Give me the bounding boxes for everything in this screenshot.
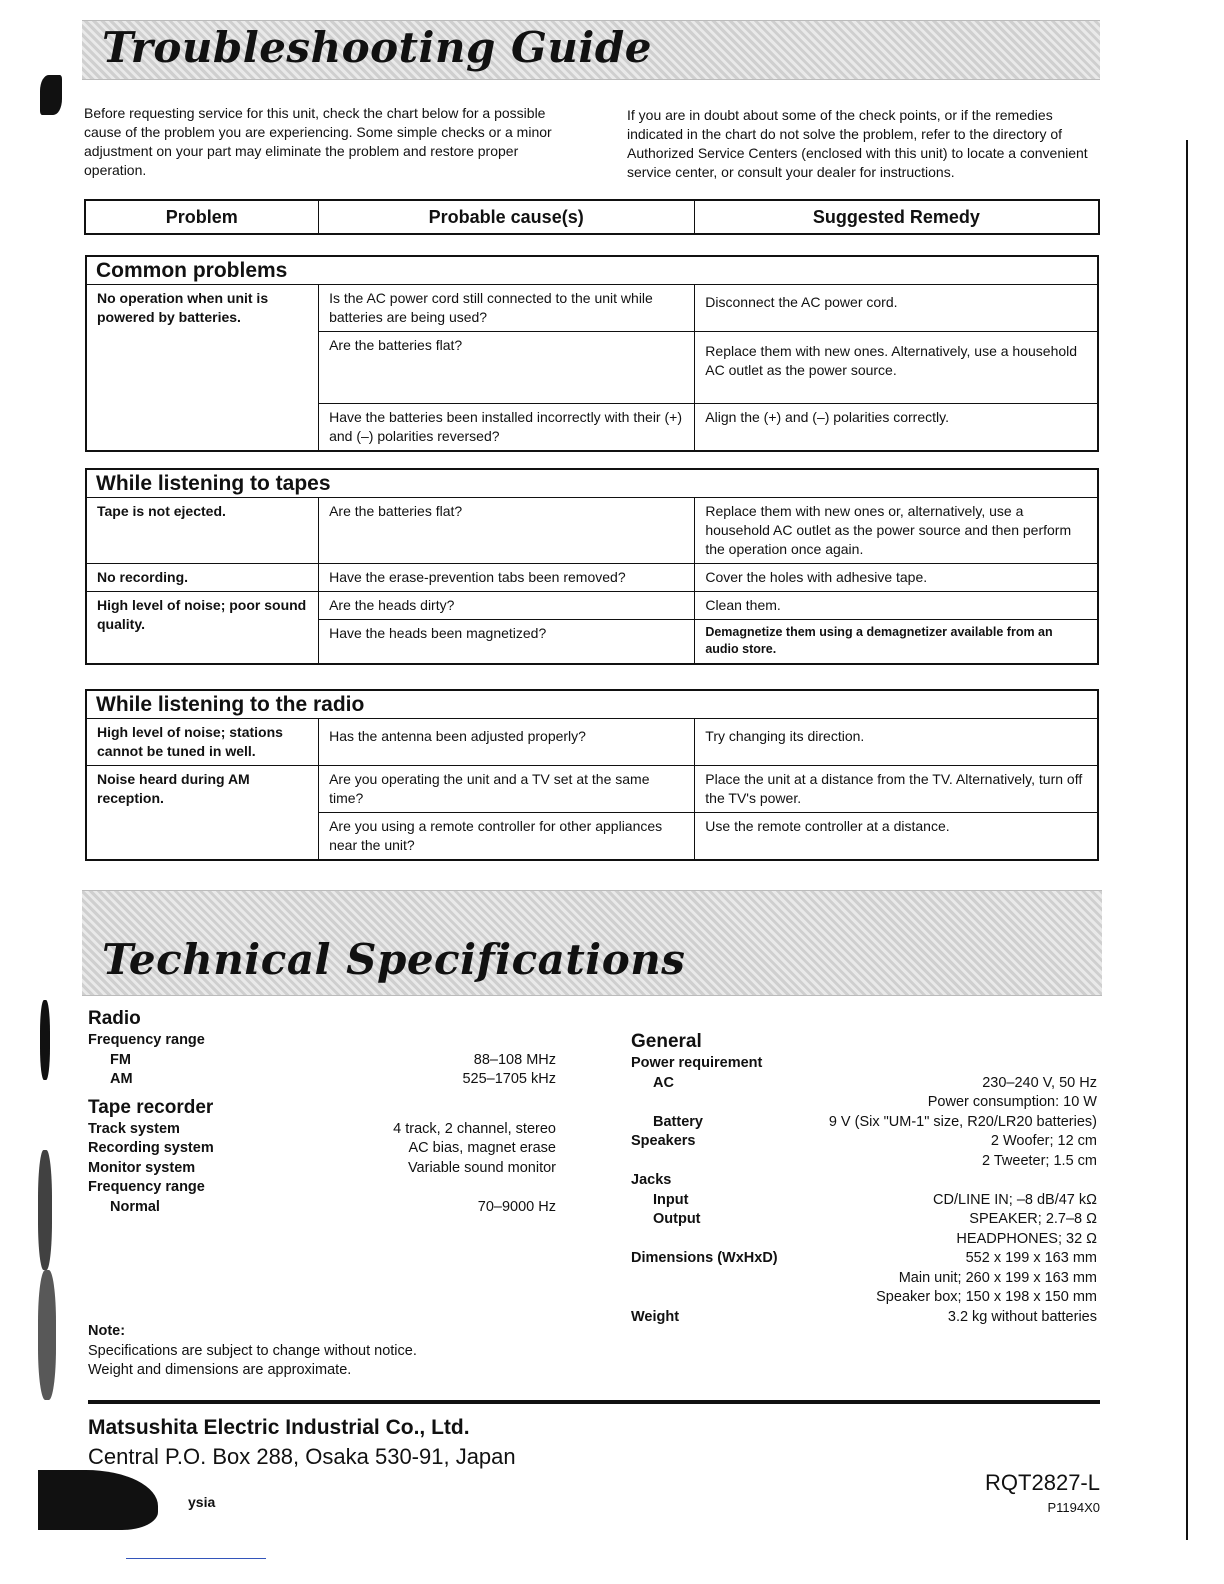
specs-right-column bbox=[631, 1030, 1097, 1327]
remedy-cell: Disconnect the AC power cord. bbox=[695, 285, 1098, 332]
spec-value: 2 Woofer; 12 cm bbox=[990, 1133, 1097, 1149]
spec-label: FM bbox=[110, 1051, 131, 1068]
spec-label: Normal bbox=[110, 1198, 160, 1215]
scan-bottom-line bbox=[126, 1558, 266, 1559]
spec-value: 3.2 kg without batteries bbox=[947, 1308, 1097, 1325]
table-header bbox=[84, 199, 1100, 235]
spec-value: 70–9000 Hz bbox=[477, 1198, 556, 1215]
spec-value: AC bias, magnet erase bbox=[408, 1140, 556, 1156]
scan-mark bbox=[40, 75, 62, 115]
section-title: Common problems bbox=[86, 256, 1098, 285]
note-line: Weight and dimensions are approximate. bbox=[88, 1362, 352, 1378]
cause-cell: Have the batteries been installed incorrectly with their (+) and (–) polarities reversed? bbox=[319, 404, 695, 452]
footer-rule bbox=[88, 1400, 1100, 1404]
spec-value: 230–240 V, 50 Hz bbox=[982, 1074, 1097, 1091]
model-number: RQT2827-L bbox=[985, 1470, 1100, 1495]
scan-mark bbox=[38, 1150, 52, 1270]
spec-value: 552 x 199 x 163 mm bbox=[965, 1250, 1097, 1266]
spec-label: AM bbox=[110, 1071, 133, 1087]
problem-cell: High level of noise; poor sound quality. bbox=[86, 592, 319, 664]
scan-mark bbox=[38, 1470, 158, 1530]
scan-edge-line bbox=[1186, 140, 1188, 1540]
intro-left: Before requesting service for this unit, check the chart below for a possible cause of the problem you are experiencing. Some simple checks or a minor adjustment on your part may eliminate the problem and restore proper operation. bbox=[84, 105, 552, 178]
spec-label: Frequency range bbox=[88, 1179, 205, 1195]
problem-cell: Tape is not ejected. bbox=[86, 498, 319, 564]
intro-right: If you are in doubt about some of the check points, or if the remedies indicated in the chart do not solve the problem, refer to the directory of Authorized Service Centers (enclosed with this unit) to locate a convenient service center, or consult your dealer for instructions. bbox=[627, 107, 1088, 180]
spec-value: 88–108 MHz bbox=[473, 1051, 556, 1068]
spec-value: 9 V (Six "UM-1" size, R20/LR20 batteries) bbox=[828, 1113, 1097, 1130]
tapes-table bbox=[85, 468, 1099, 665]
spec-label: AC bbox=[653, 1074, 674, 1091]
spec-value: CD/LINE IN; –8 dB/47 kΩ bbox=[933, 1191, 1097, 1208]
printed-in: ysia bbox=[188, 1494, 216, 1510]
cause-cell: Have the erase-prevention tabs been removed? bbox=[319, 564, 695, 592]
cause-cell: Are the batteries flat? bbox=[319, 498, 695, 564]
remedy-cell: Cover the holes with adhesive tape. bbox=[695, 564, 1098, 592]
scan-mark bbox=[38, 1270, 56, 1400]
spec-value: Main unit; 260 x 199 x 163 mm bbox=[898, 1269, 1097, 1286]
cause-cell: Have the heads been magnetized? bbox=[319, 620, 695, 664]
general-heading: General bbox=[631, 1031, 702, 1052]
specs-title: Technical Specifications bbox=[102, 935, 686, 984]
radio-heading: Radio bbox=[88, 1008, 141, 1029]
common-problems-table bbox=[85, 255, 1099, 452]
section-title: While listening to tapes bbox=[86, 469, 1098, 498]
scan-mark bbox=[40, 1000, 50, 1080]
spec-label: Dimensions (WxHxD) bbox=[631, 1250, 778, 1266]
note-label: Note: bbox=[88, 1323, 126, 1339]
spec-label: Monitor system bbox=[88, 1159, 196, 1176]
note-line: Specifications are subject to change without notice. bbox=[88, 1342, 417, 1359]
remedy-cell: Demagnetize them using a demagnetizer available from an audio store. bbox=[695, 620, 1098, 664]
remedy-cell: Align the (+) and (–) polarities correctly. bbox=[695, 404, 1098, 452]
spec-label: Frequency range bbox=[88, 1032, 205, 1048]
specs-banner bbox=[82, 890, 1102, 996]
tape-heading: Tape recorder bbox=[88, 1096, 214, 1118]
company-address: Central P.O. Box 288, Osaka 530-91, Japan bbox=[88, 1444, 516, 1469]
spec-value: Variable sound monitor bbox=[407, 1159, 556, 1176]
spec-label: Jacks bbox=[631, 1172, 672, 1188]
troubleshooting-title: Troubleshooting Guide bbox=[102, 23, 652, 72]
cause-cell: Has the antenna been adjusted properly? bbox=[319, 719, 695, 766]
troubleshooting-banner bbox=[82, 20, 1100, 80]
spec-value: HEADPHONES; 32 Ω bbox=[956, 1230, 1097, 1247]
header-problem: Problem bbox=[165, 206, 238, 227]
remedy-cell: Use the remote controller at a distance. bbox=[695, 813, 1098, 861]
spec-value: 2 Tweeter; 1.5 cm bbox=[982, 1152, 1097, 1169]
spec-label: Power requirement bbox=[631, 1055, 763, 1071]
spec-value: 4 track, 2 channel, stereo bbox=[393, 1120, 556, 1137]
remedy-cell: Replace them with new ones. Alternatively, use a household AC outlet as the power source. bbox=[695, 332, 1098, 404]
remedy-cell: Clean them. bbox=[695, 592, 1098, 620]
cause-cell: Are you using a remote controller for other appliances near the unit? bbox=[319, 813, 695, 861]
spec-label: Recording system bbox=[88, 1140, 214, 1156]
spec-value: SPEAKER; 2.7–8 Ω bbox=[969, 1211, 1097, 1227]
section-title: While listening to the radio bbox=[86, 690, 1098, 719]
problem-cell: No operation when unit is powered by batteries. bbox=[86, 285, 319, 452]
spec-label: Output bbox=[653, 1211, 701, 1227]
cause-cell: Are the heads dirty? bbox=[319, 592, 695, 620]
spec-label: Battery bbox=[653, 1113, 703, 1130]
problem-cell: High level of noise; stations cannot be tuned in well. bbox=[86, 719, 319, 766]
cause-cell: Are the batteries flat? bbox=[319, 332, 695, 404]
remedy-cell: Place the unit at a distance from the TV. Alternatively, turn off the TV's power. bbox=[695, 766, 1098, 813]
spec-label: Weight bbox=[631, 1308, 680, 1325]
remedy-cell: Replace them with new ones or, alternatively, use a household AC outlet as the power source and then perform the operation once again. bbox=[695, 498, 1098, 564]
spec-label: Track system bbox=[88, 1120, 180, 1137]
specs-left-column bbox=[88, 1007, 556, 1217]
cause-cell: Are you operating the unit and a TV set at the same time? bbox=[319, 766, 695, 813]
remedy-cell: Try changing its direction. bbox=[695, 719, 1098, 766]
problem-cell: No recording. bbox=[86, 564, 319, 592]
spec-value: Speaker box; 150 x 198 x 150 mm bbox=[876, 1289, 1097, 1305]
radio-table bbox=[85, 689, 1099, 861]
spec-label: Speakers bbox=[631, 1133, 696, 1149]
spec-value: Power consumption: 10 W bbox=[927, 1094, 1097, 1110]
header-cause: Probable cause(s) bbox=[318, 201, 694, 233]
spec-label: Input bbox=[653, 1191, 689, 1208]
print-code: P1194X0 bbox=[1047, 1500, 1100, 1515]
header-remedy: Suggested Remedy bbox=[694, 201, 1098, 233]
cause-cell: Is the AC power cord still connected to the unit while batteries are being used? bbox=[319, 285, 695, 332]
note-block bbox=[88, 1322, 568, 1381]
spec-value: 525–1705 kHz bbox=[462, 1071, 556, 1087]
problem-cell: Noise heard during AM reception. bbox=[86, 766, 319, 861]
company-name: Matsushita Electric Industrial Co., Ltd. bbox=[88, 1416, 470, 1439]
